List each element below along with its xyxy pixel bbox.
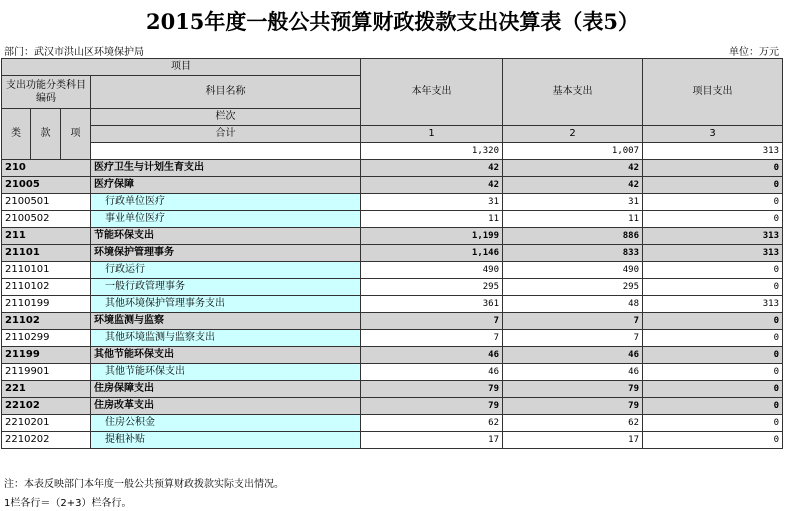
department-label: 部门：武汉市洪山区环境保护局 <box>4 47 144 58</box>
row-value-v3: 0 <box>643 177 783 194</box>
row-value-v2: 17 <box>503 432 643 449</box>
row-subject-name: 一般行政管理事务 <box>91 279 361 296</box>
table-row <box>2 364 783 381</box>
row-value-v2: 7 <box>503 313 643 330</box>
row-value-v1: 295 <box>361 279 503 296</box>
row-subject-name: 其他环境保护管理事务支出 <box>91 296 361 313</box>
table-row <box>2 296 783 313</box>
header-col2: 基本支出 <box>503 59 643 126</box>
row-code: 21199 <box>2 347 91 364</box>
row-value-v2: 886 <box>503 228 643 245</box>
table-row <box>2 381 783 398</box>
row-code: 2119901 <box>2 364 91 381</box>
row-subject-name: 住房公积金 <box>91 415 361 432</box>
row-subject-name: 事业单位医疗 <box>91 211 361 228</box>
row-value-v3: 313 <box>643 228 783 245</box>
row-value-v3: 0 <box>643 194 783 211</box>
header-num3: 3 <box>643 126 783 143</box>
header-num1: 1 <box>361 126 503 143</box>
header-subject-name: 科目名称 <box>91 76 361 109</box>
row-value-v3: 0 <box>643 279 783 296</box>
header-col3: 项目支出 <box>643 59 783 126</box>
table-row <box>2 245 783 262</box>
total-col3: 313 <box>643 143 783 160</box>
row-code: 2210202 <box>2 432 91 449</box>
header-xiang: 项 <box>61 109 91 160</box>
row-value-v1: 17 <box>361 432 503 449</box>
row-value-v3: 0 <box>643 313 783 330</box>
row-value-v1: 361 <box>361 296 503 313</box>
row-subject-name: 医疗卫生与计划生育支出 <box>91 160 361 177</box>
total-col1: 1,320 <box>361 143 503 160</box>
row-subject-name: 其他环境监测与监察支出 <box>91 330 361 347</box>
row-value-v2: 7 <box>503 330 643 347</box>
row-value-v1: 79 <box>361 381 503 398</box>
row-subject-name: 医疗保障 <box>91 177 361 194</box>
row-value-v1: 42 <box>361 177 503 194</box>
row-value-v1: 62 <box>361 415 503 432</box>
table-row <box>2 211 783 228</box>
row-subject-name: 环境监测与监察 <box>91 313 361 330</box>
row-value-v3: 0 <box>643 160 783 177</box>
row-code: 22102 <box>2 398 91 415</box>
row-value-v2: 79 <box>503 381 643 398</box>
row-code: 221 <box>2 381 91 398</box>
row-value-v1: 46 <box>361 347 503 364</box>
table-row <box>2 415 783 432</box>
row-value-v3: 0 <box>643 432 783 449</box>
row-subject-name: 其他节能环保支出 <box>91 347 361 364</box>
header-code-group: 支出功能分类科目编码 <box>2 76 91 109</box>
table-row <box>2 432 783 449</box>
header-lei: 类 <box>2 109 31 160</box>
row-value-v2: 490 <box>503 262 643 279</box>
row-value-v2: 46 <box>503 364 643 381</box>
row-code: 2210201 <box>2 415 91 432</box>
row-subject-name: 其他节能环保支出 <box>91 364 361 381</box>
row-code: 2100502 <box>2 211 91 228</box>
row-value-v3: 0 <box>643 415 783 432</box>
header-kuan: 款 <box>31 109 61 160</box>
row-value-v2: 31 <box>503 194 643 211</box>
header-num2: 2 <box>503 126 643 143</box>
header-row-num-label: 栏次 <box>91 109 361 126</box>
header-col1: 本年支出 <box>361 59 503 126</box>
row-value-v3: 0 <box>643 364 783 381</box>
row-code: 2100501 <box>2 194 91 211</box>
row-value-v1: 79 <box>361 398 503 415</box>
row-value-v3: 0 <box>643 381 783 398</box>
table-row <box>2 194 783 211</box>
row-value-v1: 46 <box>361 364 503 381</box>
row-value-v2: 42 <box>503 177 643 194</box>
row-code: 2110101 <box>2 262 91 279</box>
row-subject-name: 节能环保支出 <box>91 228 361 245</box>
row-code: 2110299 <box>2 330 91 347</box>
row-code: 21101 <box>2 245 91 262</box>
row-subject-name: 住房改革支出 <box>91 398 361 415</box>
row-value-v2: 79 <box>503 398 643 415</box>
row-code: 211 <box>2 228 91 245</box>
row-value-v3: 0 <box>643 398 783 415</box>
row-subject-name: 行政单位医疗 <box>91 194 361 211</box>
row-value-v1: 31 <box>361 194 503 211</box>
row-value-v2: 833 <box>503 245 643 262</box>
total-col2: 1,007 <box>503 143 643 160</box>
row-subject-name: 提租补贴 <box>91 432 361 449</box>
row-code: 2110199 <box>2 296 91 313</box>
note-line-2: 1栏各行＝（2+3）栏各行。 <box>4 498 132 509</box>
row-value-v2: 48 <box>503 296 643 313</box>
table-row <box>2 313 783 330</box>
row-code: 2110102 <box>2 279 91 296</box>
note-line-1: 注：本表反映部门本年度一般公共预算财政拨款实际支出情况。 <box>4 479 284 490</box>
header-item: 项目 <box>2 59 361 76</box>
row-value-v3: 313 <box>643 245 783 262</box>
table-row <box>2 228 783 245</box>
budget-table <box>1 58 783 449</box>
row-value-v3: 0 <box>643 330 783 347</box>
row-value-v3: 0 <box>643 211 783 228</box>
table-row <box>2 160 783 177</box>
row-value-v3: 0 <box>643 347 783 364</box>
header-total-label: 合计 <box>91 126 361 143</box>
row-value-v2: 62 <box>503 415 643 432</box>
row-value-v2: 42 <box>503 160 643 177</box>
row-value-v2: 11 <box>503 211 643 228</box>
row-value-v1: 7 <box>361 330 503 347</box>
row-code: 21005 <box>2 177 91 194</box>
row-subject-name: 环境保护管理事务 <box>91 245 361 262</box>
row-code: 210 <box>2 160 91 177</box>
table-row <box>2 279 783 296</box>
table-row <box>2 262 783 279</box>
row-value-v1: 42 <box>361 160 503 177</box>
row-value-v3: 313 <box>643 296 783 313</box>
page-title: 2015年度一般公共预算财政拨款支出决算表（表5） <box>145 9 640 34</box>
table-row <box>2 347 783 364</box>
row-code: 21102 <box>2 313 91 330</box>
table-row <box>2 398 783 415</box>
table-row <box>2 330 783 347</box>
unit-label: 单位：万元 <box>729 47 779 58</box>
row-value-v1: 7 <box>361 313 503 330</box>
row-subject-name: 行政运行 <box>91 262 361 279</box>
row-value-v3: 0 <box>643 262 783 279</box>
row-subject-name: 住房保障支出 <box>91 381 361 398</box>
row-value-v1: 1,199 <box>361 228 503 245</box>
row-value-v1: 490 <box>361 262 503 279</box>
table-row <box>2 177 783 194</box>
row-value-v2: 46 <box>503 347 643 364</box>
row-value-v2: 295 <box>503 279 643 296</box>
row-value-v1: 1,146 <box>361 245 503 262</box>
row-value-v1: 11 <box>361 211 503 228</box>
